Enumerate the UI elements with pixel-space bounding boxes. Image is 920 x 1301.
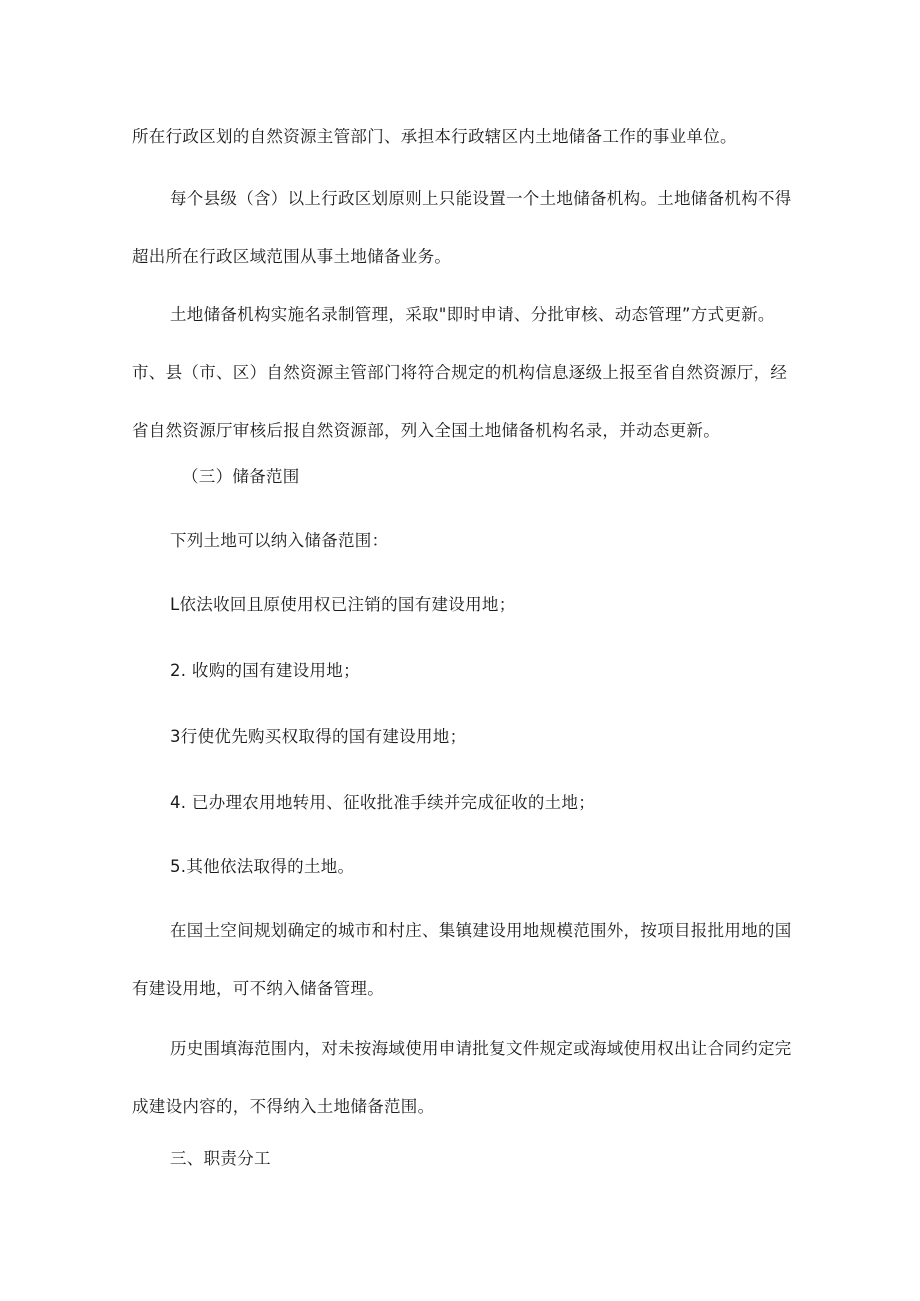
paragraph-continuation: 所在行政区划的自然资源主管部门、承担本行政辖区内土地储备工作的事业单位。 xyxy=(132,127,737,146)
list-item-4: 4. 已办理农用地转用、征收批准手续并完成征收的土地； xyxy=(170,793,596,812)
list-item-2: 2. 收购的国有建设用地； xyxy=(170,661,360,680)
list-item-1: L依法收回且原使用权已注销的国有建设用地； xyxy=(170,595,516,614)
list-item-3: 3行使优先购买权取得的国有建设用地； xyxy=(170,727,467,746)
section-heading-reserve-scope: （三）储备范围 xyxy=(182,467,300,486)
paragraph-directory-management: 土地储备机构实施名录制管理，采取"即时申请、分批审核、动态管理”方式更新。市、县（市、区）自然资源主管部门将符合规定的机构信息逐级上报至省自然资源厅，经省自然资源厅审核后报自然资源部，列入全国土地储备机构名录，并动态更新。 xyxy=(132,305,788,440)
paragraph-scope-intro: 下列土地可以纳入储备范围： xyxy=(170,531,389,550)
paragraph-reclamation: 历史围填海范围内，对未按海域使用申请批复文件规定或海域使用权出让合同约定完成建设内容的，不得纳入土地储备范围。 xyxy=(132,1039,792,1116)
paragraph-outside-planning: 在国土空间规划确定的城市和村庄、集镇建设用地规模范围外，按项目报批用地的国有建设用地，可不纳入储备管理。 xyxy=(132,921,792,998)
section-heading-responsibilities: 三、职责分工 xyxy=(170,1149,271,1168)
paragraph-county-institution: 每个县级（含）以上行政区划原则上只能设置一个土地储备机构。土地储备机构不得超出所在行政区域范围从事土地储备业务。 xyxy=(132,189,792,266)
list-item-5: 5.其他依法取得的土地。 xyxy=(170,857,355,876)
